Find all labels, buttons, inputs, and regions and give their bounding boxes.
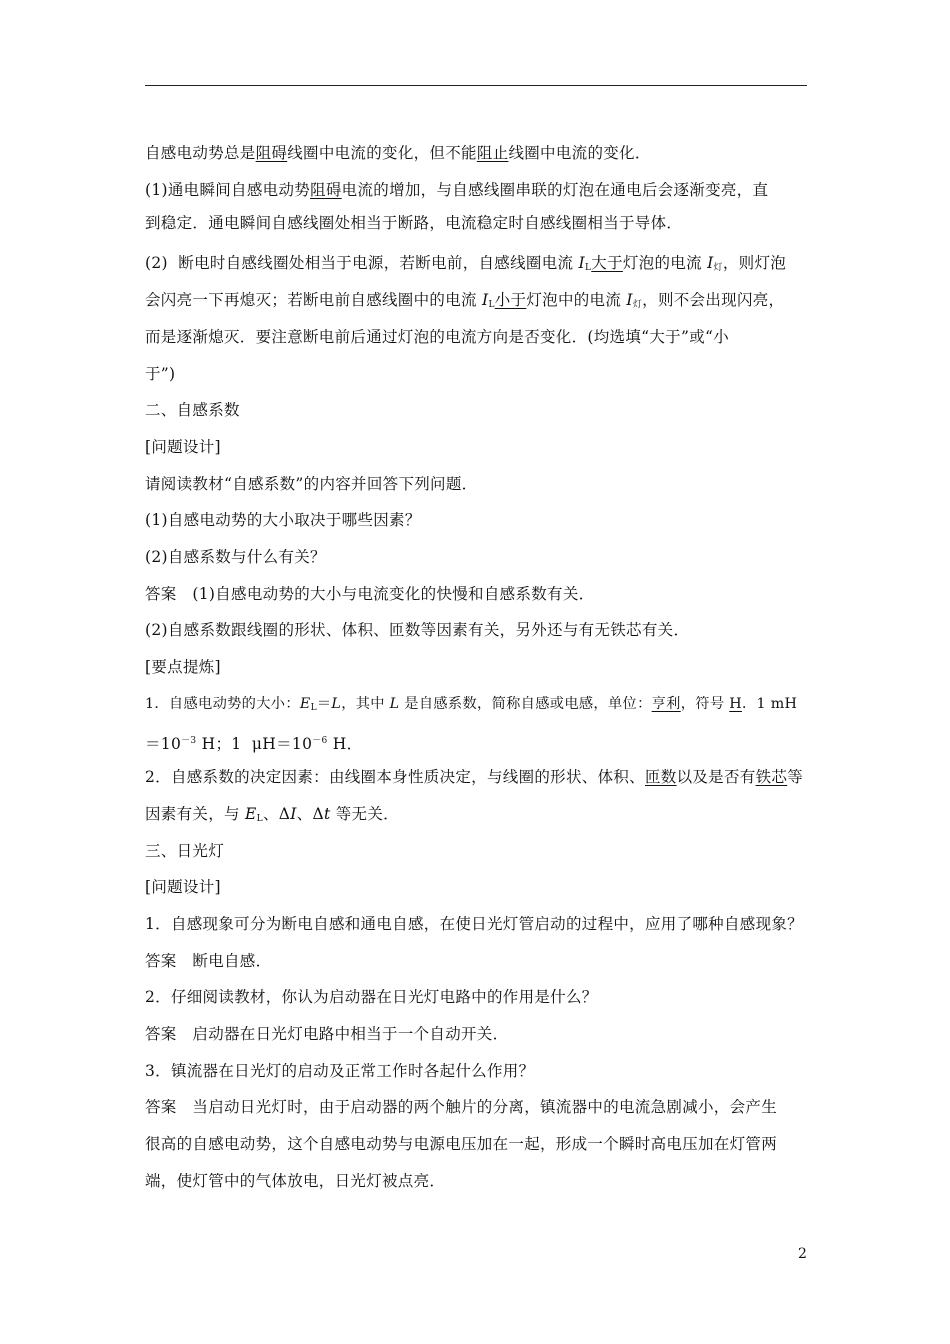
section-heading: 二、自感系数 [145,401,240,419]
header-rule [145,85,807,86]
question: (2)自感系数与什么有关？ [145,548,326,566]
question: 3．镇流器在日光灯的启动及正常工作时各起什么作用？ [145,1062,535,1080]
text-line: 1．自感电动势的大小：$E_L=L$，其中 L 是自感系数，简称自感或电感，单位：亨利，符号 H．1 mH [145,696,798,713]
text-line: 会闪亮一下再熄灭；若断电前自感线圈中的电流 $I_L$小于灯泡中的电流 $I_灯$，则不会出现闪亮， [145,291,785,310]
answer: 很高的自感电动势，这个自感电动势与电源电压加在一起，形成一个瞬时高电压加在灯管两 [145,1135,778,1153]
text-line: 于”) [145,365,176,383]
text-line: 而是逐渐熄灭．要注意断电前后通过灯泡的电流方向是否变化．(均选填“大于”或“小 [145,328,730,346]
question: 1．自感现象可分为断电自感和通电自感，在使日光灯管启动的过程中，应用了哪种自感现象？ [145,915,803,933]
section-heading: 三、日光灯 [145,842,225,860]
answer: 端，使灯管中的气体放电，日光灯被点亮． [145,1172,446,1190]
text-line: (2) 断电时自感线圈处相当于电源，若断电前，自感线圈电流 $I_L$大于灯泡的电流 $I_灯$，则灯泡 [145,254,787,273]
text-line: 请阅读教材“自感系数”的内容并回答下列问题． [145,475,478,493]
answer: 答案 断电自感． [145,952,272,970]
text-line: $=10^{-3}$ H；1 $\mu H=10^{-6}$ H． [145,735,363,753]
answer: 答案 (1)自感电动势的大小与电流变化的快慢和自感系数有关． [145,585,595,603]
text-line: 自感电动势总是阻碍线圈中电流的变化，但不能阻止线圈中电流的变化． [145,144,651,162]
section-label: [问题设计] [145,438,221,456]
text-line: 2．自感系数的决定因素：由线圈本身性质决定，与线圈的形状、体积、匝数以及是否有铁芯等 [145,768,804,786]
text-line: (1)通电瞬间自感电动势阻碍电流的增加，与自感线圈串联的灯泡在通电后会逐渐变亮，直 [145,181,769,199]
page-number: 2 [798,1246,807,1262]
question: 2．仔细阅读教材，你认为启动器在日光灯电路中的作用是什么？ [145,988,598,1006]
text-line: 因素有关，与 $E_L$、ΔI、Δt 等无关． [145,805,399,824]
text-line: 到稳定．通电瞬间自感线圈处相当于断路，电流稳定时自感线圈相当于导体． [145,214,683,232]
answer: 答案 当启动日光灯时，由于启动器的两个触片的分离，镇流器中的电流急剧减小，会产生 [145,1098,778,1116]
answer: (2)自感系数跟线圈的形状、体积、匝数等因素有关，另外还与有无铁芯有关． [145,621,690,639]
section-label: [要点提炼] [145,658,221,676]
question: (1)自感电动势的大小取决于哪些因素？ [145,511,421,529]
section-label: [问题设计] [145,878,221,896]
answer: 答案 启动器在日光灯电路中相当于一个自动开关． [145,1025,509,1043]
